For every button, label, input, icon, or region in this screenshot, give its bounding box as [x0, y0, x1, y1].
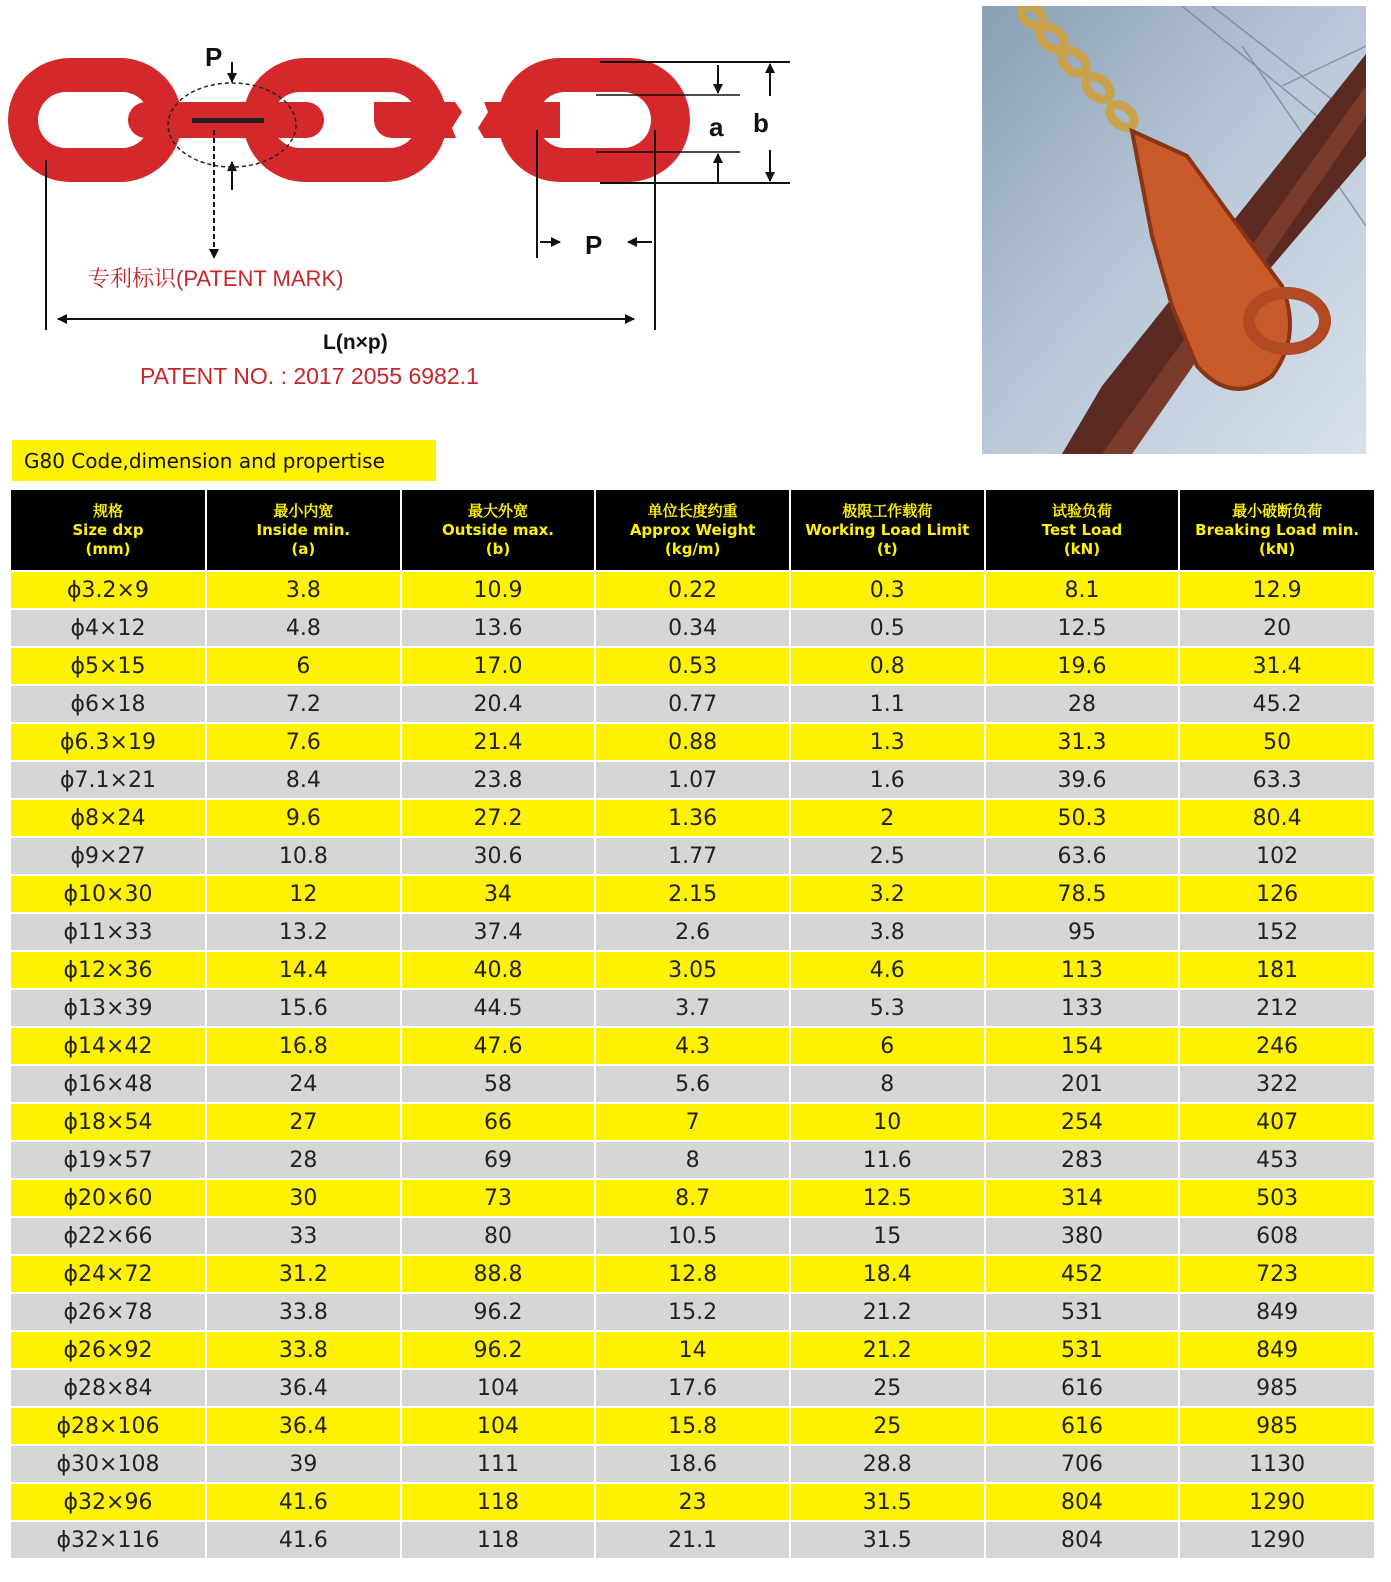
table-cell: 50: [1179, 723, 1374, 761]
table-cell: 15.2: [595, 1293, 790, 1331]
table-cell: 39.6: [985, 761, 1180, 799]
table-cell: 283: [985, 1141, 1180, 1179]
table-cell: 19.6: [985, 647, 1180, 685]
table-cell: 1290: [1179, 1483, 1374, 1521]
table-cell: 21.4: [401, 723, 596, 761]
table-cell: 503: [1179, 1179, 1374, 1217]
table-cell: 8.1: [985, 571, 1180, 609]
table-cell: 30: [206, 1179, 401, 1217]
table-cell: ϕ28×106: [11, 1407, 206, 1445]
header-working-load-limit: 极限工作载荷 Working Load Limit (t): [790, 490, 985, 571]
table-cell: 88.8: [401, 1255, 596, 1293]
table-cell: 531: [985, 1293, 1180, 1331]
table-row: [11, 1293, 1374, 1331]
table-cell: 154: [985, 1027, 1180, 1065]
chain-link-4-broken: [374, 102, 462, 138]
length-label: L(n×p): [323, 331, 388, 354]
table-cell: 246: [1179, 1027, 1374, 1065]
table-cell: 12.8: [595, 1255, 790, 1293]
table-cell: ϕ32×116: [11, 1521, 206, 1558]
table-cell: 25: [790, 1369, 985, 1407]
table-cell: 95: [985, 913, 1180, 951]
table-cell: 27: [206, 1103, 401, 1141]
table-cell: 36.4: [206, 1369, 401, 1407]
table-cell: 27.2: [401, 799, 596, 837]
table-cell: 2: [790, 799, 985, 837]
table-cell: 0.22: [595, 571, 790, 609]
table-cell: 608: [1179, 1217, 1374, 1255]
table-cell: 39: [206, 1445, 401, 1483]
table-row: [11, 1331, 1374, 1369]
table-cell: 453: [1179, 1141, 1374, 1179]
table-cell: 1.07: [595, 761, 790, 799]
table-row: [11, 647, 1374, 685]
table-cell: 1.3: [790, 723, 985, 761]
section-title: G80 Code,dimension and propertise: [12, 440, 436, 481]
table-cell: 531: [985, 1331, 1180, 1369]
table-cell: 96.2: [401, 1293, 596, 1331]
table-header-row: [11, 490, 1374, 571]
table-cell: 0.53: [595, 647, 790, 685]
table-cell: 6: [206, 647, 401, 685]
table-cell: ϕ20×60: [11, 1179, 206, 1217]
table-cell: 118: [401, 1521, 596, 1558]
table-cell: 20.4: [401, 685, 596, 723]
table-cell: 12: [206, 875, 401, 913]
table-row: [11, 875, 1374, 913]
chain-link-6: [498, 58, 690, 182]
table-row: [11, 1179, 1374, 1217]
table-cell: 380: [985, 1217, 1180, 1255]
table-row: [11, 951, 1374, 989]
table-cell: 0.8: [790, 647, 985, 685]
table-cell: 3.8: [790, 913, 985, 951]
table-cell: 322: [1179, 1065, 1374, 1103]
outside-width-label: b: [753, 108, 769, 138]
table-cell: 201: [985, 1065, 1180, 1103]
table-cell: 616: [985, 1369, 1180, 1407]
table-cell: ϕ8×24: [11, 799, 206, 837]
table-cell: ϕ28×84: [11, 1369, 206, 1407]
header-size: 规格 Size dxp (mm): [11, 490, 206, 571]
table-row: [11, 1445, 1374, 1483]
table-cell: 28: [985, 685, 1180, 723]
table-cell: 50.3: [985, 799, 1180, 837]
table-cell: 2.15: [595, 875, 790, 913]
table-cell: 40.8: [401, 951, 596, 989]
table-cell: 118: [401, 1483, 596, 1521]
table-cell: 34: [401, 875, 596, 913]
table-cell: 23.8: [401, 761, 596, 799]
table-cell: 30.6: [401, 837, 596, 875]
table-cell: ϕ3.2×9: [11, 571, 206, 609]
table-cell: 3.2: [790, 875, 985, 913]
table-cell: ϕ30×108: [11, 1445, 206, 1483]
table-cell: ϕ13×39: [11, 989, 206, 1027]
table-cell: 1290: [1179, 1521, 1374, 1558]
table-cell: 44.5: [401, 989, 596, 1027]
table-cell: 0.3: [790, 571, 985, 609]
table-cell: 10.5: [595, 1217, 790, 1255]
table-cell: 80.4: [1179, 799, 1374, 837]
table-cell: 849: [1179, 1331, 1374, 1369]
table-cell: 12.5: [790, 1179, 985, 1217]
table-cell: 1130: [1179, 1445, 1374, 1483]
table-cell: ϕ6.3×19: [11, 723, 206, 761]
table-cell: 17.0: [401, 647, 596, 685]
table-cell: 5.3: [790, 989, 985, 1027]
table-cell: 181: [1179, 951, 1374, 989]
table-cell: 0.5: [790, 609, 985, 647]
table-cell: 0.88: [595, 723, 790, 761]
table-cell: 126: [1179, 875, 1374, 913]
table-row: [11, 1483, 1374, 1521]
table-cell: 31.4: [1179, 647, 1374, 685]
table-cell: ϕ14×42: [11, 1027, 206, 1065]
table-cell: 41.6: [206, 1521, 401, 1558]
table-cell: ϕ24×72: [11, 1255, 206, 1293]
chain-links: [8, 58, 690, 182]
table-cell: 21.1: [595, 1521, 790, 1558]
table-cell: 133: [985, 989, 1180, 1027]
table-cell: 407: [1179, 1103, 1374, 1141]
inside-width-label: a: [709, 112, 724, 142]
table-row: [11, 837, 1374, 875]
table-row: [11, 685, 1374, 723]
table-cell: 45.2: [1179, 685, 1374, 723]
table-row: [11, 609, 1374, 647]
table-cell: 1.1: [790, 685, 985, 723]
table-row: [11, 989, 1374, 1027]
table-cell: 616: [985, 1407, 1180, 1445]
table-cell: 12.9: [1179, 571, 1374, 609]
header-test-load: 试验负荷 Test Load (kN): [985, 490, 1180, 571]
pitch-label-bottom: P: [585, 230, 603, 260]
table-row: [11, 1103, 1374, 1141]
table-cell: ϕ5×15: [11, 647, 206, 685]
table-cell: 23: [595, 1483, 790, 1521]
table-row: [11, 799, 1374, 837]
table-cell: 985: [1179, 1407, 1374, 1445]
table-cell: 31.2: [206, 1255, 401, 1293]
table-cell: 2.5: [790, 837, 985, 875]
table-cell: 13.2: [206, 913, 401, 951]
patent-mark-line: [192, 118, 264, 123]
table-cell: 33: [206, 1217, 401, 1255]
table-row: [11, 1065, 1374, 1103]
table-cell: 6: [790, 1027, 985, 1065]
table-cell: 15.6: [206, 989, 401, 1027]
table-row: [11, 761, 1374, 799]
table-cell: 33.8: [206, 1331, 401, 1369]
table-cell: 9.6: [206, 799, 401, 837]
table-cell: 80: [401, 1217, 596, 1255]
table-cell: 113: [985, 951, 1180, 989]
table-cell: 104: [401, 1407, 596, 1445]
table-cell: 4.6: [790, 951, 985, 989]
table-cell: 14.4: [206, 951, 401, 989]
table-row: [11, 1521, 1374, 1558]
table-cell: 47.6: [401, 1027, 596, 1065]
table-cell: ϕ19×57: [11, 1141, 206, 1179]
table-cell: 8.4: [206, 761, 401, 799]
table-cell: 3.8: [206, 571, 401, 609]
patent-mark-label: 专利标识(PATENT MARK): [88, 266, 344, 291]
table-cell: ϕ11×33: [11, 913, 206, 951]
table-cell: 78.5: [985, 875, 1180, 913]
table-cell: 15.8: [595, 1407, 790, 1445]
table-cell: ϕ12×36: [11, 951, 206, 989]
table-cell: 11.6: [790, 1141, 985, 1179]
table-cell: 8: [595, 1141, 790, 1179]
table-cell: ϕ32×96: [11, 1483, 206, 1521]
table-cell: ϕ16×48: [11, 1065, 206, 1103]
header-outside-max: 最大外宽 Outside max. (b): [401, 490, 596, 571]
table-cell: 152: [1179, 913, 1374, 951]
table-cell: 17.6: [595, 1369, 790, 1407]
table-cell: 58: [401, 1065, 596, 1103]
table-cell: 104: [401, 1369, 596, 1407]
table-cell: 4.3: [595, 1027, 790, 1065]
table-cell: ϕ18×54: [11, 1103, 206, 1141]
table-cell: 102: [1179, 837, 1374, 875]
table-cell: 36.4: [206, 1407, 401, 1445]
table-cell: 985: [1179, 1369, 1374, 1407]
table-cell: 31.5: [790, 1483, 985, 1521]
table-cell: 12.5: [985, 609, 1180, 647]
table-cell: 804: [985, 1521, 1180, 1558]
table-cell: 31.5: [790, 1521, 985, 1558]
table-cell: 0.77: [595, 685, 790, 723]
table-cell: 15: [790, 1217, 985, 1255]
table-cell: 25: [790, 1407, 985, 1445]
table-cell: ϕ26×92: [11, 1331, 206, 1369]
pitch-label-top: P: [205, 42, 223, 72]
table-cell: 0.34: [595, 609, 790, 647]
table-cell: 7.2: [206, 685, 401, 723]
table-cell: 21.2: [790, 1331, 985, 1369]
table-cell: 37.4: [401, 913, 596, 951]
table-cell: 254: [985, 1103, 1180, 1141]
table-cell: 723: [1179, 1255, 1374, 1293]
table-cell: 66: [401, 1103, 596, 1141]
table-row: [11, 1255, 1374, 1293]
table-cell: 7: [595, 1103, 790, 1141]
table-cell: ϕ4×12: [11, 609, 206, 647]
table-cell: ϕ7.1×21: [11, 761, 206, 799]
table-cell: 18.4: [790, 1255, 985, 1293]
table-cell: 24: [206, 1065, 401, 1103]
table-cell: 804: [985, 1483, 1180, 1521]
table-cell: ϕ22×66: [11, 1217, 206, 1255]
spec-table: [11, 490, 1374, 1558]
table-row: [11, 1407, 1374, 1445]
chain-dimension-diagram: [0, 0, 820, 400]
table-row: [11, 913, 1374, 951]
table-cell: 13.6: [401, 609, 596, 647]
table-cell: 10.9: [401, 571, 596, 609]
table-row: [11, 1217, 1374, 1255]
table-cell: 5.6: [595, 1065, 790, 1103]
table-cell: 706: [985, 1445, 1180, 1483]
table-cell: 212: [1179, 989, 1374, 1027]
table-cell: 63.6: [985, 837, 1180, 875]
table-cell: 7.6: [206, 723, 401, 761]
table-body: [11, 571, 1374, 1558]
table-cell: 1.36: [595, 799, 790, 837]
product-photo: [982, 6, 1366, 454]
header-inside-min: 最小内宽 Inside min. (a): [206, 490, 401, 571]
table-cell: 10: [790, 1103, 985, 1141]
table-row: [11, 1369, 1374, 1407]
table-cell: 18.6: [595, 1445, 790, 1483]
table-cell: 1.6: [790, 761, 985, 799]
table-cell: 14: [595, 1331, 790, 1369]
table-cell: 10.8: [206, 837, 401, 875]
table-cell: 16.8: [206, 1027, 401, 1065]
table-cell: 33.8: [206, 1293, 401, 1331]
table-cell: 8: [790, 1065, 985, 1103]
table-cell: 96.2: [401, 1331, 596, 1369]
table-row: [11, 723, 1374, 761]
table-cell: ϕ10×30: [11, 875, 206, 913]
table-cell: 1.77: [595, 837, 790, 875]
table-cell: 31.3: [985, 723, 1180, 761]
header-approx-weight: 单位长度约重 Approx Weight (kg/m): [595, 490, 790, 571]
table-cell: 21.2: [790, 1293, 985, 1331]
table-cell: 69: [401, 1141, 596, 1179]
table-cell: 3.7: [595, 989, 790, 1027]
table-cell: 8.7: [595, 1179, 790, 1217]
table-cell: 2.6: [595, 913, 790, 951]
table-cell: ϕ9×27: [11, 837, 206, 875]
table-cell: 28: [206, 1141, 401, 1179]
table-cell: 452: [985, 1255, 1180, 1293]
patent-number: PATENT NO. : 2017 2055 6982.1: [140, 363, 479, 389]
header-breaking-load: 最小破断负荷 Breaking Load min. (kN): [1179, 490, 1374, 571]
table-cell: 73: [401, 1179, 596, 1217]
table-cell: ϕ6×18: [11, 685, 206, 723]
table-cell: 63.3: [1179, 761, 1374, 799]
table-cell: 41.6: [206, 1483, 401, 1521]
table-cell: 314: [985, 1179, 1180, 1217]
table-row: [11, 1141, 1374, 1179]
table-row: [11, 571, 1374, 609]
table-cell: 111: [401, 1445, 596, 1483]
table-cell: 4.8: [206, 609, 401, 647]
table-cell: ϕ26×78: [11, 1293, 206, 1331]
table-cell: 20: [1179, 609, 1374, 647]
table-cell: 849: [1179, 1293, 1374, 1331]
table-cell: 28.8: [790, 1445, 985, 1483]
table-cell: 3.05: [595, 951, 790, 989]
table-row: [11, 1027, 1374, 1065]
